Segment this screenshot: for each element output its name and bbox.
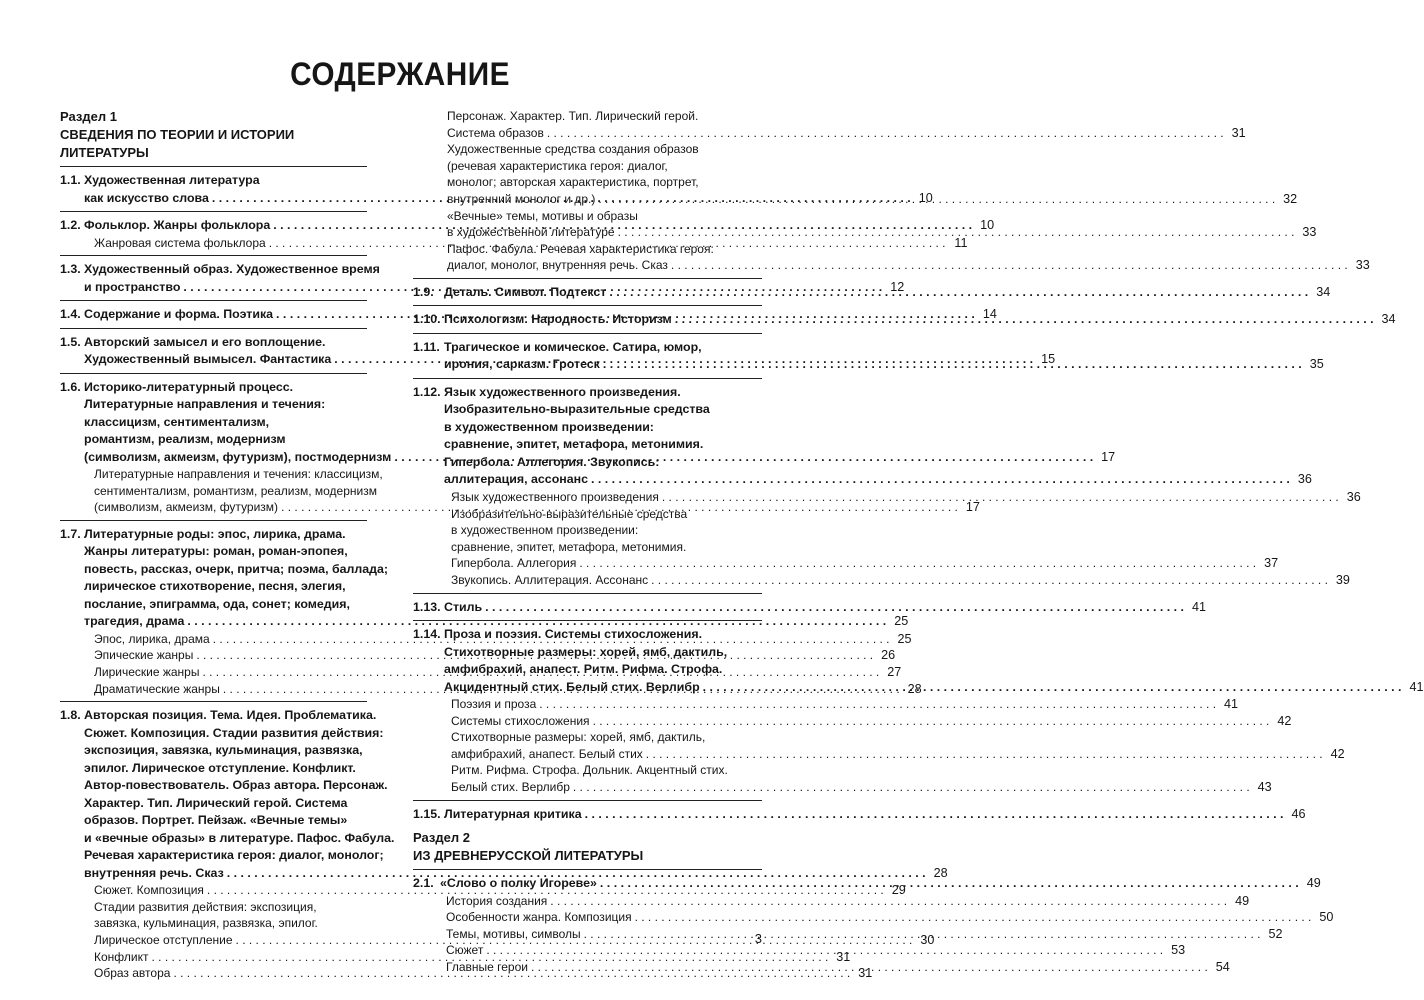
page-ref: 36 — [1297, 472, 1312, 487]
divider — [413, 278, 762, 279]
page-ref: 14 — [982, 307, 997, 322]
toc-entry-1-7[interactable]: 1.7. Литературные роды: эпос, лирика, драма. Жанры литературы: роман, роман-эпопея, повесть, рассказ, очерк, притча; поэма, баллада; лирическое стихотворение, песня, элегия, послание, эпиграмма, ода, сонет; комедия, трагедия, драма . . . 25 — [60, 526, 367, 631]
toc-subentry[interactable]: Литературные направления и течения: классицизм, сентиментализм, романтизм, реализм, модернизм (символизм, акмеизм, футуризм) . . . 17 — [60, 466, 367, 516]
toc-subentry[interactable]: Главные герои . . . 54 — [413, 959, 762, 976]
page-ref: 28 — [907, 681, 922, 696]
page-ref: 12 — [890, 279, 905, 294]
toc-entry-2-1[interactable]: 2.1. «Слово о полку Игореве» . . . 49 — [413, 875, 762, 893]
divider — [413, 869, 762, 870]
toc-entry-1-12[interactable]: 1.12. Язык художественного произведения. Изобразительно-выразительные средства в художественном произведении: сравнение, эпитет, метафора, метонимия. Гипербола. Аллегория. Звукопись: аллитерация, ассонанс . . . 36 — [413, 384, 762, 489]
divider — [413, 333, 762, 334]
divider — [60, 328, 367, 329]
toc-entry-1-3[interactable]: 1.3. Художественный образ. Художественное время и пространство . . . 12 — [60, 261, 367, 296]
page-title: СОДЕРЖАНИЕ — [290, 56, 510, 92]
divider — [60, 255, 367, 256]
toc-entry-1-5[interactable]: 1.5. Авторский замысел и его воплощение. Художественный вымысел. Фантастика . . . 15 — [60, 334, 367, 369]
divider — [413, 378, 762, 379]
toc-subentry[interactable]: Жанровая система фольклора . . . 11 — [60, 235, 367, 252]
section-title: ИЗ ДРЕВНЕРУССКОЙ ЛИТЕРАТУРЫ — [413, 848, 644, 864]
divider — [413, 593, 762, 594]
toc-subentry[interactable]: Сюжет . . . 53 — [413, 942, 762, 959]
page-ref: 17 — [965, 500, 980, 515]
divider — [413, 620, 762, 621]
page-ref: 41 — [1409, 679, 1424, 694]
page-ref: 29 — [891, 883, 906, 898]
page-ref: 50 — [1319, 910, 1334, 925]
page-ref: 39 — [1335, 572, 1350, 587]
page-ref: 34 — [1316, 284, 1331, 299]
toc-subentry[interactable]: Пафос. Фабула. Речевая характеристика героя: диалог, монолог, внутренняя речь. Сказ . . . 33 — [413, 241, 762, 274]
toc-subentry[interactable]: «Вечные» темы, мотивы и образы в художественной литературе . . . 33 — [413, 208, 762, 241]
divider — [60, 211, 367, 212]
page-ref: 49 — [1235, 893, 1250, 908]
page-ref: 53 — [1171, 943, 1186, 958]
page-ref: 10 — [918, 190, 933, 205]
page-ref: 36 — [1346, 489, 1361, 504]
toc-subentry[interactable]: Сюжет. Композиция . . . 29 — [60, 882, 367, 899]
page-ref: 17 — [1101, 449, 1116, 464]
divider — [413, 800, 762, 801]
page-ref: 15 — [1041, 352, 1056, 367]
page-ref: 49 — [1306, 876, 1321, 891]
page-ref: 11 — [954, 235, 968, 250]
page-ref: 32 — [1283, 191, 1298, 206]
page-ref: 10 — [980, 218, 995, 232]
toc-entry-1-6[interactable]: 1.6. Историко-литературный процесс. Литературные направления и течения: классицизм, сентиментализм, романтизм, реализм, модернизм (символизм, акмеизм, футуризм), постмодернизм . . . 17 — [60, 379, 367, 467]
divider — [60, 701, 367, 702]
page-ref: 34 — [1381, 312, 1396, 327]
page-ref: 42 — [1277, 713, 1292, 728]
toc-entry-1-1[interactable]: 1.1. Художественная литература как искусство слова . . . 10 — [60, 172, 367, 207]
toc-entry-1-15[interactable]: 1.15. Литературная критика . . . 46 — [413, 806, 762, 824]
page-ref: 46 — [1291, 806, 1306, 821]
toc-subentry[interactable]: Звукопись. Аллитерация. Ассонанс . . . 39 — [413, 572, 762, 589]
toc-subentry[interactable]: Стихотворные размеры: хорей, ямб, дактиль, амфибрахий, анапест. Белый стих . . . 42 — [413, 729, 762, 762]
page-ref: 41 — [1191, 599, 1206, 614]
section-heading: Раздел 1 — [60, 109, 117, 124]
toc-entry-1-4[interactable]: 1.4. Содержание и форма. Поэтика . . . 14 — [60, 306, 367, 324]
toc-subentry[interactable]: Темы, мотивы, символы . . . 52 — [413, 926, 762, 943]
section-title: СВЕДЕНИЯ ПО ТЕОРИИ И ИСТОРИИ ЛИТЕРАТУРЫ — [60, 127, 295, 160]
toc-subentry[interactable]: Персонаж. Характер. Тип. Лирический герой. Система образов . . . 31 — [413, 108, 762, 141]
page-ref: 25 — [897, 631, 912, 646]
page-ref: 27 — [887, 665, 902, 680]
page-ref: 35 — [1309, 357, 1324, 372]
page-ref: 31 — [836, 949, 851, 964]
page-ref: 54 — [1215, 959, 1230, 974]
toc-subentry[interactable]: История создания . . . 49 — [413, 893, 762, 910]
toc-subentry[interactable]: Стадии развития действия: экспозиция, завязка, кульминация, развязка, эпилог. Лирическое отступление . . . 30 — [60, 899, 367, 949]
toc-subentry[interactable]: Конфликт . . . 31 — [60, 949, 367, 966]
toc-entry-1-11[interactable]: 1.11. Трагическое и комическое. Сатира, юмор, ирония, сарказм. Гротеск . . . 35 — [413, 339, 762, 374]
page-ref: 41 — [1224, 697, 1239, 711]
toc-entry-1-8[interactable]: 1.8. Авторская позиция. Тема. Идея. Проблематика. Сюжет. Композиция. Стадии развития действия: экспозиция, завязка, кульминация, развязка, эпилог. Лирическое отступление. Конфликт. Автор-повествователь. Образ автора. Персонаж. Характер. Тип. Лирический герой. Система образов. Портрет. Пейзаж. «Вечные темы» и «вечные образы» в литературе. Пафос. Фабула. Речевая характеристика героя: диалог, монолог; внутренняя речь. Сказ . . . 28 — [60, 707, 367, 882]
page-ref: 25 — [894, 614, 909, 629]
page-ref: 37 — [1264, 556, 1279, 571]
toc-entry-1-14[interactable]: 1.14. Проза и поэзия. Системы стихосложения. Стихотворные размеры: хорей, ямб, дактиль, амфибрахий, анапест. Ритм. Рифма. Строфа. Акцидентный стих. Белый стих. Верлибр . . . 41 — [413, 626, 762, 696]
toc-entry-1-10[interactable]: 1.10. Психологизм. Народность. Историзм . . . 34 — [413, 311, 762, 329]
page-ref: 31 — [858, 966, 873, 981]
page-ref: 26 — [881, 648, 896, 663]
divider — [413, 305, 762, 306]
toc-subentry[interactable]: Особенности жанра. Композиция . . . 50 — [413, 909, 762, 926]
toc-entry-1-13[interactable]: 1.13. Стиль . . . 41 — [413, 599, 762, 617]
page-ref: 52 — [1268, 926, 1283, 941]
divider — [60, 166, 367, 167]
toc-subentry[interactable]: Эпические жанры . . . 26 — [60, 647, 367, 664]
divider — [60, 373, 367, 374]
page-ref: 33 — [1355, 258, 1370, 273]
toc-subentry[interactable]: Поэзия и проза . . . 41 — [413, 696, 762, 713]
toc-subentry[interactable]: Лирические жанры . . . 27 — [60, 664, 367, 681]
page-ref: 30 — [920, 933, 935, 948]
toc-entry-1-9[interactable]: 1.9. Деталь. Символ. Подтекст . . . 34 — [413, 284, 762, 302]
toc-subentry[interactable]: Образ автора . . . 31 — [60, 965, 367, 982]
page-ref: 42 — [1330, 746, 1345, 761]
toc-entry-1-2[interactable]: 1.2. Фольклор. Жанры фольклора . . . 10 — [60, 217, 367, 235]
page-ref: 31 — [1231, 125, 1246, 140]
section-heading: Раздел 2 — [413, 830, 470, 846]
toc-subentry[interactable]: Системы стихосложения . . . 42 — [413, 713, 762, 730]
page-ref: 28 — [933, 865, 948, 880]
divider — [60, 300, 367, 301]
page-ref: 43 — [1257, 779, 1272, 794]
page-ref: 33 — [1302, 225, 1317, 240]
toc-subentry[interactable]: Ритм. Рифма. Строфа. Дольник. Акцентный стих. Белый стих. Верлибр . . . 43 — [413, 762, 762, 795]
toc-subentry[interactable]: Драматические жанры . . . 28 — [60, 681, 367, 698]
divider — [60, 520, 367, 521]
toc-subentry[interactable]: Художественные средства создания образов (речевая характеристика героя: диалог, монолог; авторская характеристика, портрет, внутренний монолог и др.) . . . 32 — [413, 141, 762, 207]
page-number: 3 — [754, 931, 762, 946]
toc-subentry[interactable]: Эпос, лирика, драма . . . 25 — [60, 631, 367, 648]
toc-subentry[interactable]: Изобразительно-выразительные средства в художественном произведении: сравнение, эпитет, метафора, метонимия. Гипербола. Аллегория . . . 37 — [413, 506, 762, 572]
toc-subentry[interactable]: Язык художественного произведения . . . 36 — [413, 489, 762, 506]
